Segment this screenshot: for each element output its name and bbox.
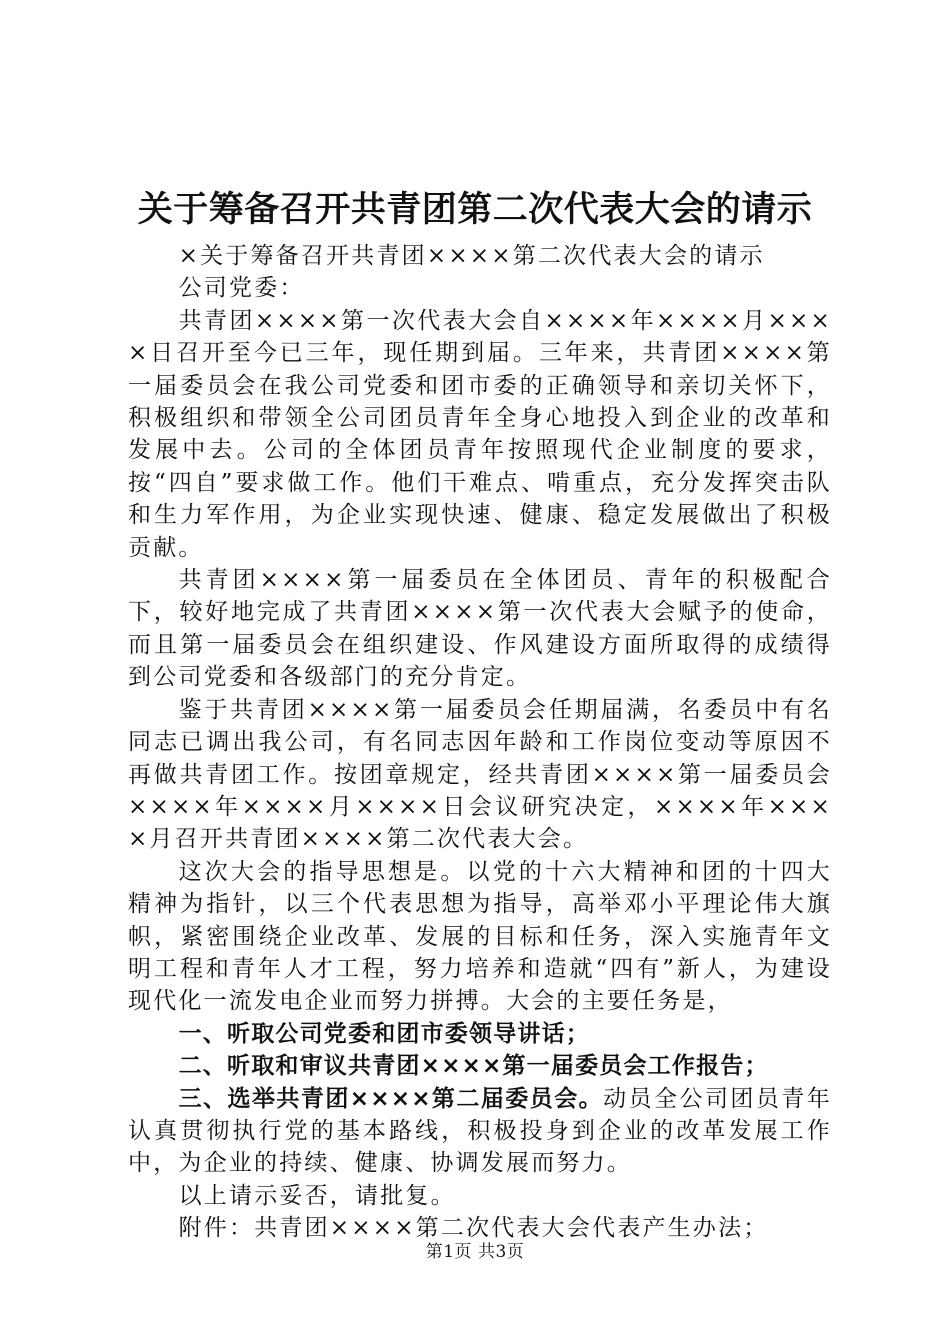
- document-body: [128, 240, 832, 1245]
- task-3-continuation: 动员全公司团员青年认真贯彻执行党的基本路线，积极投身到企业的改革发展工作中，为企业的持续、健康、协调发展而努力。: [128, 1085, 832, 1177]
- paragraph-4: 这次大会的指导思想是。以党的十六大精神和团的十四大精神为指针，以三个代表思想为指导，高举邓小平理论伟大旗帜，紧密围绕企业改革、发展的目标和任务，深入实施青年文明工程和青年人才工程，努力培养和造就“四有”新人，为建设现代化一流发电企业而努力拼搏。大会的主要任务是，: [128, 858, 832, 1015]
- subtitle-line: ×关于筹备召开共青团××××第二次代表大会的请示: [178, 243, 765, 269]
- page-footer: 第1页 共3页: [425, 1242, 525, 1262]
- task-item-3: [128, 1083, 832, 1180]
- paragraph-1: 共青团××××第一次代表大会自××××年××××月××××日召开至今已三年，现任期到届。三年来，共青团××××第一届委员会在我公司党委和团市委的正确领导和亲切关怀下，积极组织和带领全公司团员青年全身心地投入到企业的改革和发展中去。公司的全体团员青年按照现代企业制度的要求，按“四自”要求做工作。他们干难点、啃重点，充分发挥突击队和生力军作用，为企业实现快速、健康、稳定发展做出了积极贡献。: [128, 307, 832, 561]
- paragraph-2: 共青团××××第一届委员在全体团员、青年的积极配合下，较好地完成了共青团××××第一次代表大会赋予的使命，而且第一届委员会在组织建设、作风建设方面所取得的成绩得到公司党委和各级部门的充分肯定。: [128, 567, 832, 691]
- task-item-2: [128, 1050, 832, 1082]
- closing-line: 以上请示妥否，请批复。: [178, 1182, 456, 1209]
- salutation: 公司党委：: [178, 275, 305, 302]
- task-1-text: 一、听取公司党委和团市委领导讲话；: [178, 1020, 590, 1047]
- paragraph-3: 鉴于共青团××××第一届委员会任期届满，名委员中有名同志已调出我公司，有名同志因年龄和工作岗位变动等原因不再做共青团工作。按团章规定，经共青团××××第一届委员会××××年××××月××××日会议研究决定，××××年××××月召开共青团××××第二次代表大会。: [128, 696, 832, 853]
- task-item-1: [128, 1018, 832, 1050]
- document-title: 关于筹备召开共青团第二次代表大会的请示: [137, 190, 813, 230]
- attachment-line: 附件：共青团××××第二次代表大会代表产生办法；: [178, 1215, 769, 1242]
- task-3-text: 三、选举共青团××××第二届委员会。: [178, 1085, 604, 1112]
- task-2-text: 二、听取和审议共青团××××第一届委员会工作报告；: [178, 1053, 769, 1080]
